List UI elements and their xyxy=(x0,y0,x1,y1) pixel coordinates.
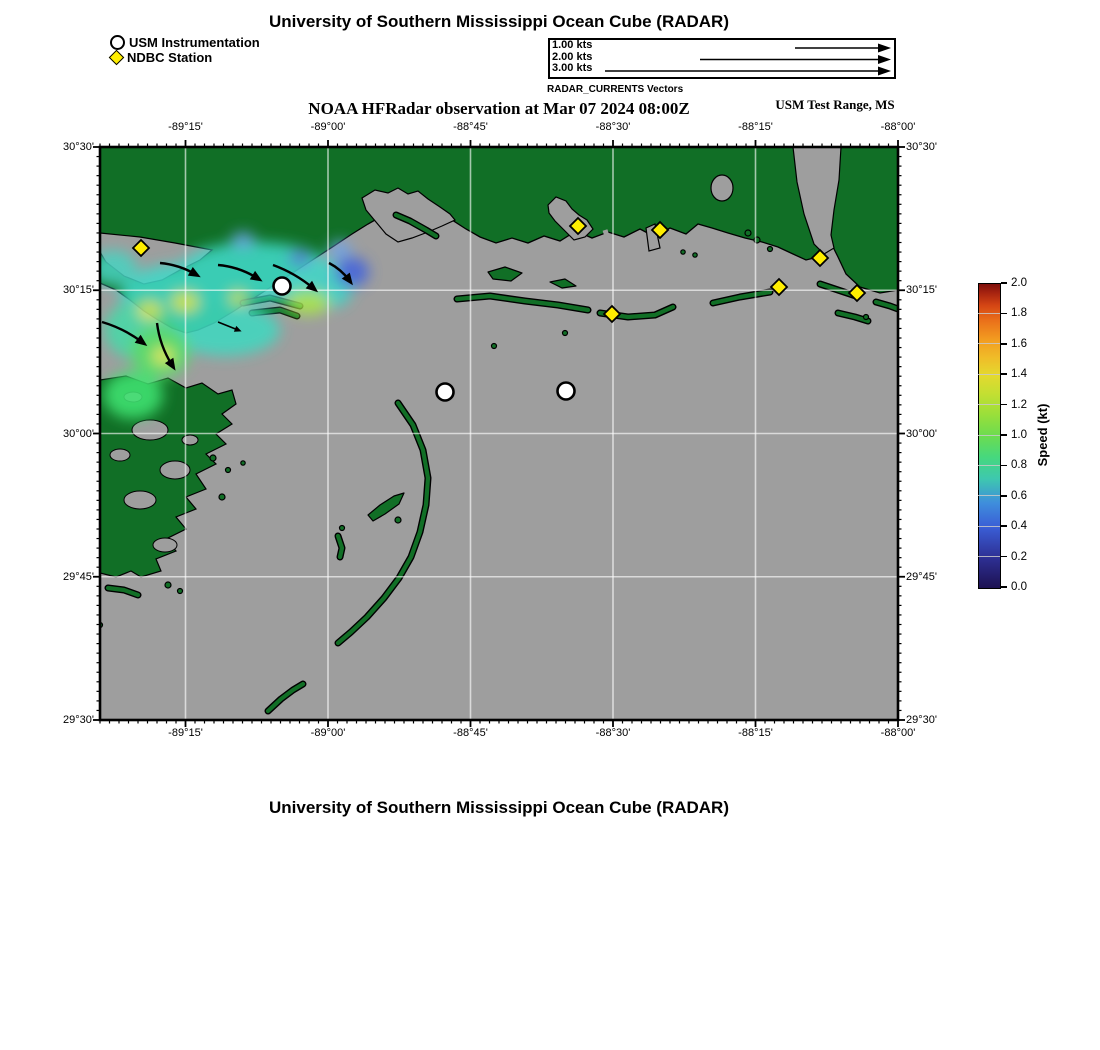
colorbar-tick-label: 1.4 xyxy=(1011,368,1027,381)
legend-label: USM Instrumentation xyxy=(129,35,260,50)
footer-title: University of Southern Mississippi Ocean Cube (RADAR) xyxy=(268,798,729,817)
lon-tick-label-top: -88°45' xyxy=(453,121,488,133)
usm-instrumentation-marker xyxy=(437,384,454,401)
diamond-icon xyxy=(109,50,125,66)
colorbar-tick xyxy=(1001,465,1007,467)
colorbar-gridline xyxy=(978,343,1000,344)
lat-tick-label-right: 29°30' xyxy=(906,714,937,726)
vector-scale-arrows xyxy=(550,40,893,76)
vector-scale-label-2: 2.00 kts xyxy=(552,50,593,63)
colorbar-tick-label: 1.2 xyxy=(1011,398,1027,411)
legend-item-usm xyxy=(110,35,260,50)
colorbar-tick-label: 0.6 xyxy=(1011,489,1027,502)
colorbar-tick-label: 1.8 xyxy=(1011,307,1027,320)
observation-subtitle: NOAA HFRadar observation at Mar 07 2024 08:00Z xyxy=(308,99,690,118)
lat-tick-label-right: 30°00' xyxy=(906,427,937,440)
colorbar-gridline xyxy=(978,495,1000,496)
lon-tick-label-top: -88°30' xyxy=(595,121,631,133)
lon-tick-label-top: -88°15' xyxy=(738,121,773,133)
circle-icon xyxy=(110,35,125,50)
vector-scale-label-3: 3.00 kts xyxy=(552,62,593,74)
lat-tick-label-left: 30°15' xyxy=(63,284,94,296)
lon-tick-label-bottom: -88°30' xyxy=(595,727,631,739)
lon-tick-label-bottom: -89°15' xyxy=(168,727,203,739)
usm-instrumentation-marker xyxy=(274,278,291,295)
colorbar-tick-label: 0.8 xyxy=(1011,459,1027,472)
colorbar xyxy=(978,283,1001,589)
colorbar-tick-label: 1.0 xyxy=(1011,429,1027,441)
map-legend xyxy=(110,35,260,65)
lat-tick-label-left: 30°30' xyxy=(63,141,94,153)
colorbar-tick-label: 0.2 xyxy=(1011,550,1027,563)
colorbar-tick xyxy=(1001,556,1007,558)
colorbar-gridline xyxy=(978,556,1000,557)
colorbar-gridline xyxy=(978,374,1000,375)
colorbar-title: Speed (kt) xyxy=(1035,403,1050,467)
lat-tick-label-left: 29°45' xyxy=(63,571,94,583)
lon-tick-label-bottom: -88°00' xyxy=(880,727,916,739)
legend-item-ndbc xyxy=(110,50,260,65)
colorbar-gridline xyxy=(978,404,1000,405)
colorbar-tick xyxy=(1001,495,1007,497)
coastal-pond xyxy=(711,175,733,201)
map-canvas xyxy=(88,135,910,732)
lat-tick-label-right: 30°30' xyxy=(906,141,937,153)
usm-instrumentation-marker xyxy=(558,383,575,400)
vector-scale-label-1: 1.00 kts xyxy=(552,39,593,51)
colorbar-tick xyxy=(1001,282,1007,284)
region-label: USM Test Range, MS xyxy=(775,97,895,112)
lat-tick-label-left: 29°30' xyxy=(63,714,94,726)
colorbar-tick xyxy=(1001,525,1007,527)
colorbar-gridline xyxy=(978,526,1000,527)
vector-scale-box xyxy=(548,38,896,79)
lon-tick-label-bottom: -88°45' xyxy=(453,727,488,739)
colorbar-gridline xyxy=(978,465,1000,466)
lat-tick-label-right: 29°45' xyxy=(906,571,937,583)
lon-tick-label-bottom: -88°15' xyxy=(738,727,773,739)
colorbar-tick xyxy=(1001,434,1007,436)
lon-tick-label-top: -89°15' xyxy=(168,121,203,133)
vector-scale-caption: RADAR_CURRENTS Vectors xyxy=(547,84,684,95)
colorbar-tick xyxy=(1001,313,1007,315)
colorbar-gridline xyxy=(978,435,1000,436)
colorbar-tick xyxy=(1001,586,1007,588)
colorbar-tick xyxy=(1001,343,1007,345)
lat-tick-label-left: 30°00' xyxy=(63,427,94,440)
lat-tick-label-right: 30°15' xyxy=(906,284,937,296)
lon-tick-label-top: -89°00' xyxy=(310,121,346,133)
colorbar-gridline xyxy=(978,313,1000,314)
colorbar-tick-label: 0.4 xyxy=(1011,520,1027,533)
page-title: University of Southern Mississippi Ocean Cube (RADAR) xyxy=(268,12,729,31)
colorbar-tick-label: 1.6 xyxy=(1011,337,1027,350)
colorbar-tick xyxy=(1001,373,1007,375)
colorbar-tick-label: 0.0 xyxy=(1011,581,1027,593)
colorbar-tick xyxy=(1001,404,1007,406)
legend-label: NDBC Station xyxy=(127,50,213,65)
lon-tick-label-bottom: -89°00' xyxy=(310,727,346,739)
colorbar-tick-label: 2.0 xyxy=(1011,277,1027,289)
lon-tick-label-top: -88°00' xyxy=(880,121,916,133)
